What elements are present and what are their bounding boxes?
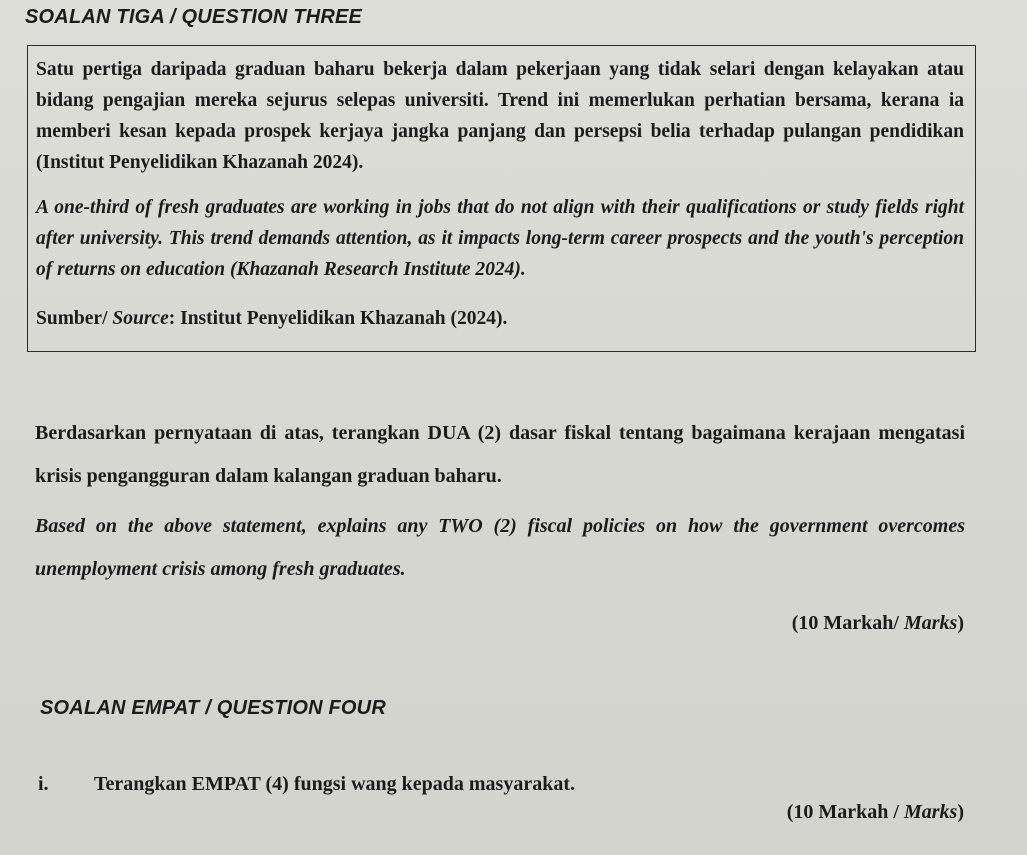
question-three-title: SOALAN TIGA / QUESTION THREE: [25, 6, 363, 28]
question-three-marks: [792, 612, 964, 635]
marks-italic: Marks: [903, 612, 958, 634]
marks-suffix: ): [957, 612, 964, 634]
statement-english: A one-third of fresh graduates are working in jobs that do not align with their qualifications or study fields right after university. This trend demands attention, as it impacts long-term career prospects and the youth's perception of returns on education (Khazanah Research Institute 2024).: [36, 197, 964, 280]
marks-italic: Marks: [903, 801, 958, 823]
statement-source: [36, 303, 964, 334]
statement-malay: Satu pertiga daripada graduan baharu bekerja dalam pekerjaan yang tidak selari dengan kelayakan atau bidang pengajian mereka sejurus selepas universiti. Trend ini memerlukan perhatian bersama, kerana ia memberi kesan kepada prospek kerjaya jangka panjang dan persepsi belia terhadap pulangan pendidikan (Institut Penyelidikan Khazanah 2024).: [36, 59, 964, 173]
source-text: : Institut Penyelidikan Khazanah (2024).: [168, 308, 508, 329]
source-label-malay: Sumber/: [36, 308, 108, 329]
marks-suffix: ): [957, 801, 964, 823]
question-four-item: [38, 773, 575, 796]
question-four-marks: [787, 801, 964, 824]
marks-prefix: (10 Markah/: [791, 612, 904, 634]
item-number: i.: [38, 773, 49, 795]
statement-box: [27, 45, 976, 352]
question-three-malay: Berdasarkan pernyataan di atas, terangkan DUA (2) dasar fiskal tentang bagaimana kerajaan mengatasi krisis pengangguran dalam kalangan graduan baharu.: [35, 422, 965, 487]
question-four-title: SOALAN EMPAT / QUESTION FOUR: [40, 697, 386, 719]
source-label-english: Source: [112, 308, 169, 329]
question-three-english: Based on the above statement, explains any TWO (2) fiscal policies on how the government overcomes unemployment crisis among fresh graduates.: [35, 515, 965, 580]
marks-prefix: (10 Markah /: [786, 801, 904, 823]
item-text: Terangkan EMPAT (4) fungsi wang kepada masyarakat.: [94, 773, 575, 795]
